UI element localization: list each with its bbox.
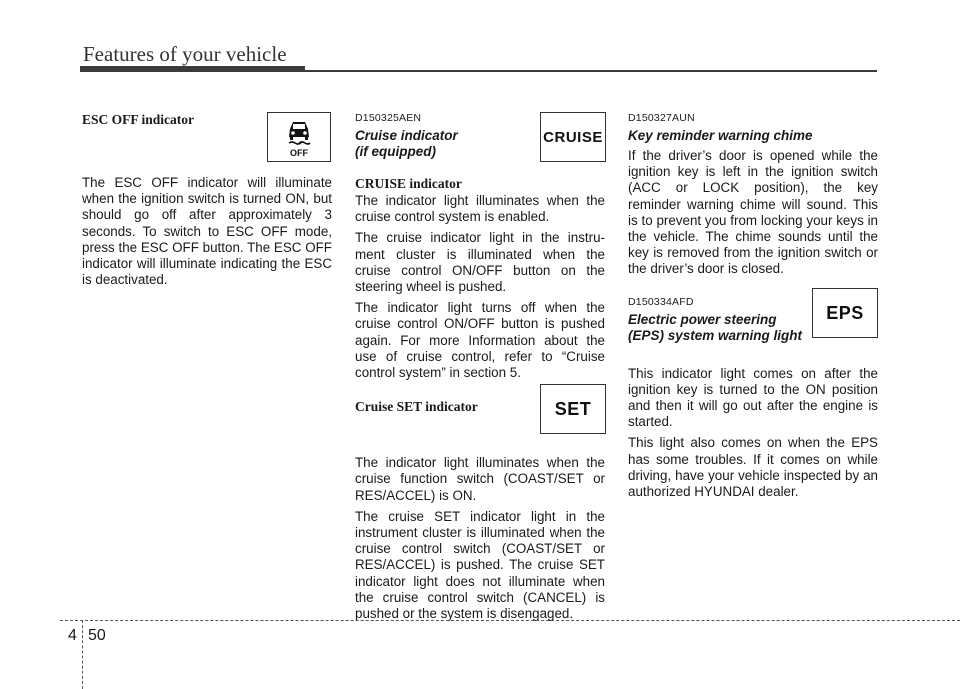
cruise-title-line2: (if equipped) — [355, 144, 436, 159]
esc-off-body: The ESC OFF indicator will illuminate when the ignition switch is turned ON, but should go off after approximately 3 seconds. To switch to ESC OFF mode, press the ESC OFF button. The ESC OFF indicator will illuminate indicating the ESC is deactivated. — [82, 175, 332, 288]
set-icon-box — [540, 384, 606, 434]
header-rule — [300, 70, 877, 72]
esc-off-icon-label: OFF — [290, 148, 308, 158]
cruise-paragraph-3: The indicator light turns off when the cruise control ON/OFF button is pushed again. For more Information about the use of cruise control, refer to “Cruise control system” in section 5. — [355, 300, 605, 381]
header-bar — [80, 66, 305, 72]
eps-section-code: D150334AFD — [628, 295, 694, 308]
key-section-code: D150327AUN — [628, 112, 695, 124]
key-reminder-body: If the driver’s door is opened while the ignition key is left in the ignition switch (ACC or LOCK position), the key reminder warning chime will sound. This is to prevent you from locking your keys in the vehicle. The chime sounds until the key is removed from the ignition switch or the driver’s door is closed. — [628, 148, 878, 277]
eps-paragraph-1: This indicator light comes on after the ignition key is turned to the ON position and then it will go out after the engine is started. — [628, 365, 878, 430]
page-header-title: Features of your vehicle — [83, 42, 287, 66]
cruise-paragraph-1: The indicator light illuminates when the cruise control system is enabled. — [355, 193, 605, 225]
eps-title-line1: Electric power steering — [628, 311, 777, 327]
esc-off-icon-box — [267, 112, 331, 162]
page-number: 50 — [88, 627, 106, 644]
cruise-indicator-heading: CRUISE indicator — [355, 176, 462, 191]
esc-off-icon — [279, 116, 319, 158]
section-number: 4 — [68, 627, 77, 644]
footer-divider — [82, 620, 83, 689]
eps-icon: EPS — [826, 302, 864, 323]
cruise-section-code: D150325AEN — [355, 112, 422, 124]
footer-rule — [60, 620, 960, 621]
cruise-title-line1: Cruise indicator — [355, 128, 458, 143]
cruise-paragraph-4: The indicator light illuminates when the cruise function switch (COAST/SET or RES/ACCEL) is ON. — [355, 455, 605, 503]
cruise-icon-box — [540, 112, 606, 162]
cruise-paragraph-2: The cruise indicator light in the instru- ment cluster is illuminated when the cruise control ON/OFF button on the steering wheel is pushed. — [355, 230, 605, 295]
cruise-paragraph-5: The cruise SET indicator light in the instrument cluster is illuminated when the cruise control switch (COAST/SET or RES/ACCEL) is pushed. The cruise SET indicator light does not illuminate when the cruise control switch (CANCEL) is pushed or the system is disengaged. — [355, 508, 605, 622]
set-icon: SET — [554, 398, 592, 419]
eps-paragraph-2: This light also comes on when the EPS has some troubles. If it comes on while driving, have your vehicle inspected by an authorized HYUNDAI dealer. — [628, 435, 878, 500]
eps-icon-box — [812, 288, 878, 338]
cruise-set-heading: Cruise SET indicator — [355, 399, 478, 415]
eps-title-line2: (EPS) system warning light — [628, 327, 803, 343]
cruise-icon: CRUISE — [543, 128, 603, 146]
key-reminder-title: Key reminder warning chime — [628, 128, 813, 143]
column-cruise — [355, 112, 605, 622]
esc-off-heading: ESC OFF indicator — [82, 112, 195, 127]
